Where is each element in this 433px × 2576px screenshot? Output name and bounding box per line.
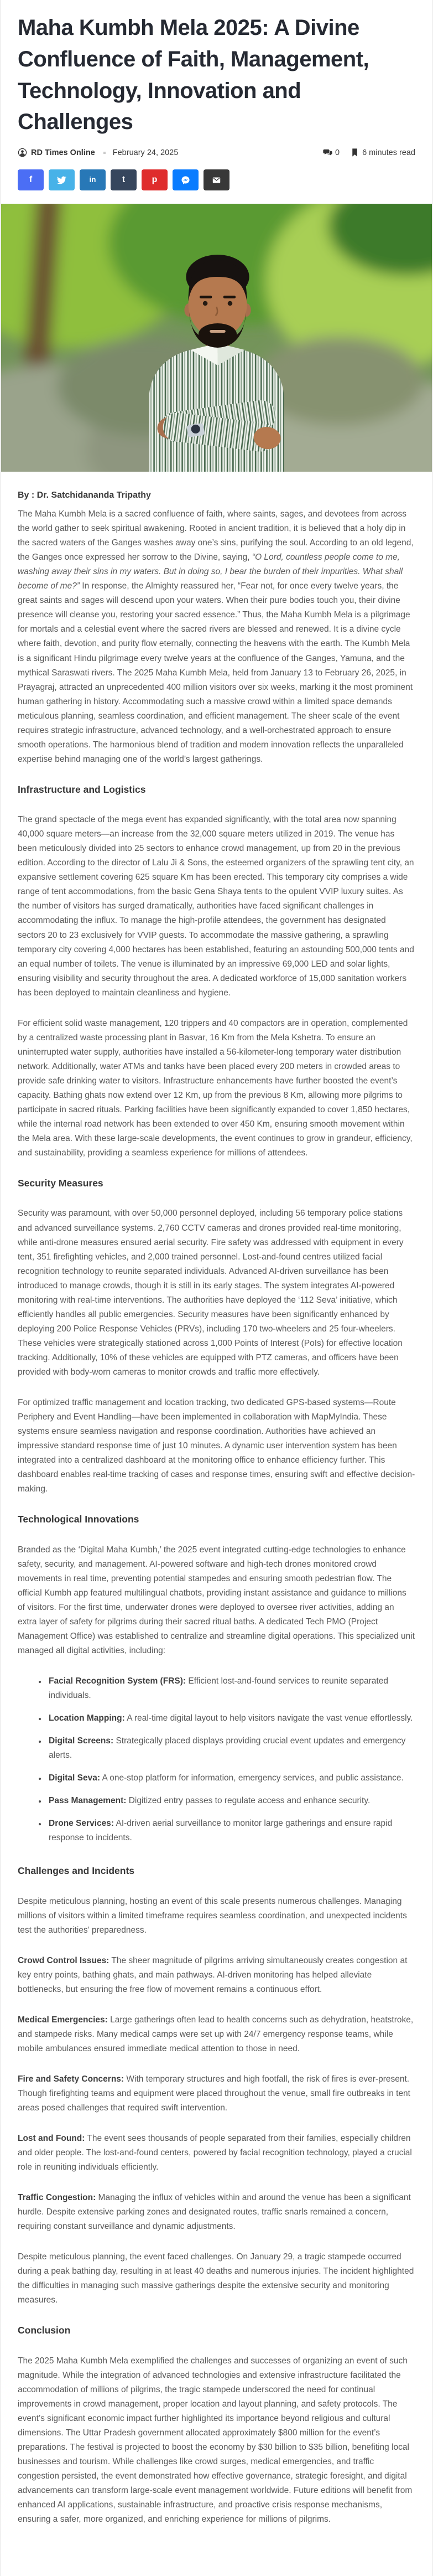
bold-text: Digital Seva: [49,1773,101,1783]
body-text: For efficient solid waste management, 120 trippers and 40 compactors are in operation, complemented by a centralized waste processing plant in Basvar, 16 Km from the Mela Kshetra. To ensure an uninterrupted water supply, authorities have installed a 56-kilometer-long temporary water distribution network. Additionally, water ATMs and tanks have been placed every 200 meters in crowded areas to provide safe drinking water to visitors. Infrastructure enhancements have further boosted the event’s capacity. Bathing ghats now extend over 12 Km, up from the previous 8 Km, allowing more pilgrims to participate in sacred rituals. Parking facilities have been significantly expanded to cover 1,850 hectares, while the internal road network has been extended to over 450 Km, ensuring smooth movement within the Mela area. With these large-scale developments, the event continues to grow in grandeur, efficiency, and sustainability, providing a seamless experience for millions of attendees. [18,1018,413,1158]
body-text: A one-stop platform for information, emergency services, and public assistance. [100,1773,404,1783]
article-list [18,1674,415,1845]
bold-text: Traffic Congestion: [18,2193,96,2203]
author-link[interactable]: RD Times Online [31,148,95,157]
article-paragraph [18,1954,415,1997]
read-time-icon [350,148,359,157]
comments-icon [323,148,332,157]
article-paragraph [18,1894,415,1938]
share-messenger-button[interactable] [173,169,199,190]
body-text: Security was paramount, with over 50,000 personnel deployed, including 56 temporary police stations and advanced surveillance systems. 2,760 CCTV cameras and drones provided real-time monitoring, while anti-drone measures ensured aerial security. Fire safety was addressed with equipment in every tent, 351 firefighting vehicles, and 2,000 trained personnel. Lost-and-found centres utilized facial recognition technology to reunite separated individuals. Advanced AI-driven surveillance has been introduced to manage crowds, though it is still in its early stages. The system integrates AI-powered monitoring with real-time interventions. The authorities have deployed the ‘112 Seva’ initiative, which efficiently handles all public emergencies. Security measures have been significantly enhanced by deploying 200 Police Response Vehicles (PRVs), including 170 two-wheelers and 25 four-wheelers. These vehicles were strategically stationed across 1,000 Points of Interest (PoIs) for effective location tracking. Additionally, 10% of these vehicles are equipped with PTZ cameras, and officers have been provided with body-worn cameras to monitor crowds and traffic more effectively. [18,1209,404,1377]
author-avatar-icon [18,148,27,157]
article-paragraph [18,2131,415,2175]
article-paragraph [18,2250,415,2307]
bold-text: Location Mapping: [49,1713,125,1723]
facebook-icon: f [29,175,33,185]
body-text: Branded as the ‘Digital Maha Kumbh,’ the 2025 event integrated cutting-edge technologies to enhance safety, security, and management. AI-powered software and high-tech drones monitored crowd movements in real time, preventing potential stampedes and ensuring smooth pedestrian flow. The official Kumbh app featured multilingual chatbots, providing instant assistance and guidance to millions of visitors. For the first time, underwater drones were deployed to oversee river activities, adding an extra layer of safety for pilgrims during their sacred ritual baths. A dedicated Tech PMO (Project Management Office) was established to centralize and streamline digital operations. This specialized unit managed all digital activities, including: [18,1545,415,1655]
messenger-icon [181,175,190,185]
share-tumblr-button[interactable] [111,169,137,190]
body-text: Strategically placed displays providing crucial event updates and emergency alerts. [49,1736,406,1760]
twitter-icon [57,175,66,185]
linkedin-icon: in [89,175,96,184]
email-icon [212,175,221,185]
share-twitter-button[interactable] [49,169,75,190]
share-email-button[interactable] [204,169,229,190]
pinterest-icon: p [152,175,158,185]
body-text: Managing the influx of vehicles within and around the venue has been a significant hurdle. Despite extensive parking zones and designated routes, traffic snarls remained a concern, requiring constant surveillance and dynamic adjustments. [18,2193,411,2232]
article-paragraph [18,2013,415,2056]
share-facebook-button[interactable] [18,169,44,190]
article-paragraph [18,2354,415,2527]
body-text: With temporary structures and high footfall, the risk of fires is ever-present. Though firefighting teams and equipment were placed throughout the venue, small fire outbreaks in tent areas posed challenges that required swift intervention. [18,2074,410,2113]
bold-text: Fire and Safety Concerns: [18,2074,124,2084]
body-text: Despite meticulous planning, the event faced challenges. On January 29, a tragic stampede occurred during a peak bathing day, resulting in at least 40 deaths and numerous injuries. The incident highlighted the difficulties in managing such massive gatherings despite the extensive security and monitoring measures. [18,2252,414,2305]
bold-text: Crowd Control Issues: [18,1955,109,1965]
body-text: The 2025 Maha Kumbh Mela exemplified the challenges and successes of organizing an event of such magnitude. While the integration of advanced technologies and extensive infrastructure facilitated the accommodation of millions of pilgrims, the tragic stampede underscored the need for continual improvements in crowd management, proper location and layout planning, and safety protocols. The event’s significant economic impact further highlighted its importance beyond religious and cultural dimensions. The Uttar Pradesh government allocated approximately $800 million for the event’s preparations. The festival is projected to boost the economy by $30 billion to $35 billion, benefiting local businesses and tourism. While challenges like crowd surges, medical emergencies, and traffic congestion persisted, the event demonstrated how effective governance, strategic foresight, and digital advancements can transform large-scale event management worldwide. Future editions will benefit from enhanced AI applications, sustainable infrastructure, and proactive crisis response mechanisms, ensuring a safer, more organized, and enriching experience for millions of pilgrims. [18,2356,413,2525]
body-text: The grand spectacle of the mega event has expanded significantly, with the total area now spanning 40,000 square meters—an increase from the 32,000 square meters utilized in 2019. The venue has been meticulously divided into 25 sectors to enhance crowd management, up from 20 in the previous edition. According to the director of Lalu Ji & Sons, the esteemed organizers of the sprawling tent city, an expansive settlement covering 625 square Km has been erected. This temporary city comprises a wide range of tent accommodations, from the basic Gena Shaya tents to the opulent VVIP luxury suites. As the number of visitors has surged dramatically, authorities have faced significant challenges in accommodating the influx. To manage the high-profile attendees, the government has designated sectors 20 to 23 exclusively for VVIP guests. To accommodate the massive gathering, a sprawling temporary city covering 4,000 hectares has been established, featuring an astounding 500,000 tents and an equal number of toilets. The venue is illuminated by an impressive 69,000 LED and solar lights, ensuring visibility and security throughout the area. A dedicated workforce of 15,000 sanitation workers has been deployed to maintain cleanliness and hygiene. [18,815,414,998]
body-text: In response, the Almighty reassured her, “Fear not, for once every twelve years, the great saints and sages will descend upon your waters. When their pure bodies touch you, their divine presence will cleanse you, restoring your sacred essence.” Thus, the Maha Kumbh Mela is a pilgrimage for mortals and a celestial event where the sacred rivers are blessed and renewed. It is a divine cycle where faith, devotion, and purity flow eternally, connecting the heavens with the earth. The Kumbh Mela is a significant Hindu pilgrimage every twelve years at the confluence of the Ganges, Yamuna, and the mythical Saraswati rivers. The 2025 Maha Kumbh Mela, held from January 13 to February 26, 2025, in Prayagraj, attracted an unprecedented 400 million visitors over six weeks, marking it the most prominent human gathering in history. Accommodating such a massive crowd within a limited space demands meticulous planning, seamless coordination, and efficient management. The sheer scale of the event requires strategic infrastructure, advanced technology, and a well-orchestrated approach to ensure smooth operations. The harmonious blend of tradition and modern innovation reflects the unparalleled expertise behind managing one of the world’s largest gatherings. [18,581,413,764]
share-buttons [18,169,415,190]
italic-text: “O Lord, countless people come to me, washing away their sins in my waters. But in doing so, I bear the burden of their impurities. What shall become of me?” [18,553,403,591]
article-paragraph [18,2191,415,2234]
article-paragraph [18,1206,415,1379]
body-text: Digitized entry passes to regulate access and enhance security. [126,1796,371,1805]
body-text: The Maha Kumbh Mela is a sacred confluence of faith, where saints, sages, and devotees from across the world gather to seek spiritual awakening. Rooted in ancient tradition, it is believed that a holy dip in the sacred waters of the Ganges washes away one’s sins, purifying the soul. According to an old legend, the Ganges once expressed her sorrow to the Divine, saying, [18,509,414,562]
section-heading: Technological Innovations [18,1514,139,1525]
section-heading: Infrastructure and Logistics [18,783,146,795]
body-text: Despite meticulous planning, hosting an event of this scale presents numerous challenges. Managing millions of visitors within a limited timeframe requires seamless coordination, and unexpected incidents test the authorities’ preparedness. [18,1896,407,1935]
body-text: Efficient lost-and-found services to reunite separated individuals. [49,1676,388,1700]
article-paragraph [18,1543,415,1658]
body-text: AI-driven aerial surveillance to monitor large gatherings and ensure rapid response to incidents. [49,1819,393,1843]
list-item [46,1771,415,1785]
page-title: Maha Kumbh Mela 2025: A Divine Confluence of Faith, Management, Technology, Innovation and Challenges [18,16,369,135]
body-text: The event sees thousands of people separated from their families, especially children and older people. The lost-and-found centers, powered by facial recognition technology, played a crucial role in reuniting individuals efficiently. [18,2133,412,2172]
tumblr-icon: t [122,175,126,185]
hero-image [1,204,432,472]
list-item [46,1794,415,1808]
article-paragraph [18,1016,415,1160]
list-item [46,1674,415,1703]
article-paragraph [18,2072,415,2115]
section-heading: Conclusion [18,2325,71,2336]
body-text: For optimized traffic management and location tracking, two dedicated GPS-based systems—Route Periphery and Event Handling—have been implemented in collaboration with MapMyIndia. These systems ensure seamless navigation and response coordination. Authorities have achieved an impressive standard response time of just 10 minutes. A dynamic user intervention system has been integrated into a centralized dashboard at the monitoring office to enhance efficiency further. This dashboard enables real-time tracking of cases and response times, ensuring swift and effective decision-making. [18,1397,415,1494]
article-paragraph [18,813,415,1000]
publish-date: February 24, 2025 [112,148,179,157]
bold-text: Pass Management: [49,1796,127,1805]
article-body [18,507,415,2527]
share-pinterest-button[interactable] [142,169,168,190]
bold-text: Drone Services: [49,1819,114,1829]
share-linkedin-button[interactable] [80,169,106,190]
bold-text: Digital Screens: [49,1736,114,1746]
bold-text: Medical Emergencies: [18,2015,108,2025]
bold-text: Lost and Found: [18,2133,85,2143]
comments-count[interactable]: 0 [335,148,340,157]
read-time: 6 minutes read [362,148,415,157]
meta-right [315,148,415,157]
article-paragraph [18,1396,415,1496]
hero-photo-illustration [1,204,432,472]
comments-group[interactable] [323,148,340,157]
article-paragraph [18,507,415,767]
list-item [46,1711,415,1726]
body-text: A real-time digital layout to help visitors navigate the vast venue effortlessly. [124,1713,413,1723]
section-heading: Security Measures [18,1177,103,1189]
body-text: Large gatherings often lead to health concerns such as dehydration, heatstroke, and stampede risks. Many medical camps were set up with 24/7 emergency response teams, while mobile ambulances ensured immediate medical attention to those in need. [18,2015,414,2053]
list-item [46,1734,415,1763]
meta-left [18,148,178,157]
bold-text: Facial Recognition System (FRS): [49,1676,186,1686]
read-time-group [350,148,415,157]
meta-separator [103,152,106,154]
body-text: The sheer magnitude of pilgrims arriving simultaneously creates congestion at key entry points, bathing ghats, and main pathways. AI-driven monitoring has helped alleviate bottlenecks, but ensuring the free flow of movement remains a continuous effort. [18,1955,408,1994]
section-heading: Challenges and Incidents [18,1865,135,1877]
list-item [46,1816,415,1845]
byline: By : Dr. Satchidananda Tripathy [18,491,151,500]
meta-row [18,148,415,157]
